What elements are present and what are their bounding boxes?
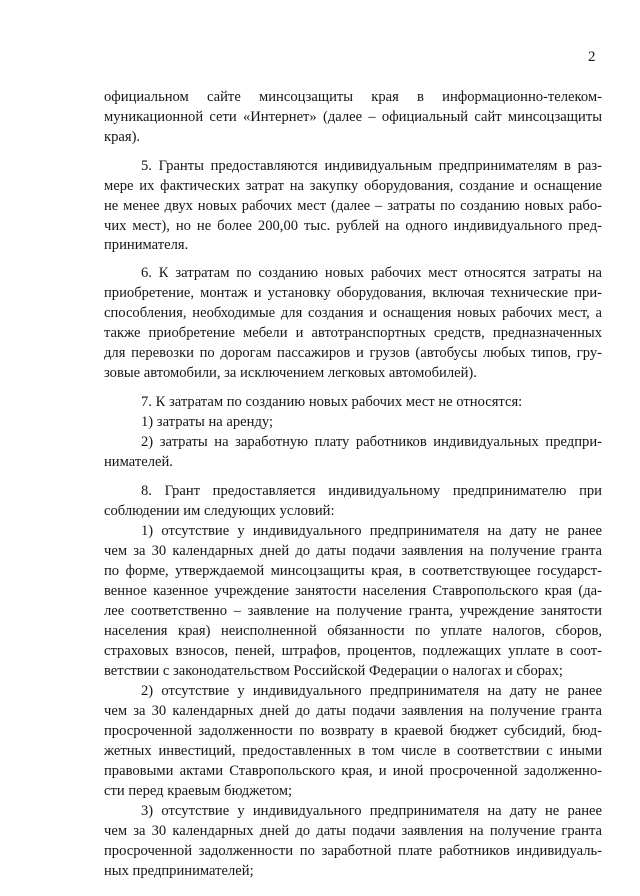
text-line: принимателя.	[104, 237, 189, 253]
text-line: зовые автомобили, за исключением легковых автомобилей).	[104, 365, 477, 381]
text-line: 1) отсутствие у индивидуального предпринимателя на дату не ранее	[141, 523, 602, 539]
text-line: края).	[104, 129, 141, 145]
text-line: правовыми актами Ставропольского края, и иной просроченной задолженно-	[104, 763, 602, 779]
text-line: 5. Гранты предоставляются индивидуальным предпринимателям в раз-	[141, 158, 602, 174]
text-line: чем за 30 календарных дней до даты подачи заявления на получение гранта	[104, 823, 602, 839]
text-line: нимателей.	[104, 454, 173, 470]
text-line: населения края) неисполненной обязанности по уплате налогов, сборов,	[104, 623, 602, 639]
text-line: 6. К затратам по созданию новых рабочих мест относятся затраты на	[141, 265, 602, 281]
text-line: ветствии с законодательством Российской Федерации о налогах и сборах;	[104, 663, 563, 679]
text-line: 7. К затратам по созданию новых рабочих мест не относятся:	[141, 394, 523, 410]
text-line: 2) отсутствие у индивидуального предпринимателя на дату не ранее	[141, 683, 602, 699]
text-line: 2) затраты на заработную плату работников индивидуальных предпри-	[141, 434, 602, 450]
text-line: венное казенное учреждение занятости населения Ставропольского края (да-	[104, 583, 602, 599]
text-line: способления, необходимые для создания и оснащения новых рабочих мест, а	[104, 305, 602, 321]
text-line: 1) затраты на аренду;	[141, 414, 274, 430]
text-line: жетных инвестиций, предоставленных в том числе в соответствии с иными	[104, 743, 602, 759]
text-line: муникационной сети «Интернет» (далее – официальный сайт минсоцзащиты	[104, 109, 602, 125]
page-number: 2	[588, 49, 596, 65]
text-line: лее соответственно – заявление на получение гранта, учреждение занятости	[104, 603, 602, 619]
text-line: сти перед краевым бюджетом;	[104, 783, 293, 799]
text-line: по форме, утверждаемой минсоцзащиты края, в соответствующее государст-	[104, 563, 602, 579]
text-line: приобретение, монтаж и установку оборудования, включая технические при-	[104, 285, 602, 301]
text-line: мере их фактических затрат на закупку оборудования, создание и оснащение	[104, 178, 602, 194]
text-line: официальном сайте минсоцзащиты края в информационно-телеком-	[104, 89, 602, 105]
text-line: чем за 30 календарных дней до даты подачи заявления на получение гранта	[104, 543, 602, 559]
text-line: соблюдении им следующих условий:	[104, 503, 335, 519]
text-line: также приобретение мебели и автотранспортных средств, предназначенных	[104, 325, 602, 341]
text-line: просроченной задолженности по заработной плате работников индивидуаль-	[104, 843, 602, 859]
text-line: 3) отсутствие у индивидуального предпринимателя на дату не ранее	[141, 803, 602, 819]
text-line: просроченной задолженности по возврату в краевой бюджет субсидий, бюд-	[104, 723, 602, 739]
text-line: для перевозки по дорогам пассажиров и грузов (автобусы любых типов, гру-	[104, 345, 602, 361]
text-line: страховых взносов, пеней, штрафов, процентов, подлежащих уплате в соот-	[104, 643, 602, 659]
text-line: не менее двух новых рабочих мест (далее – затраты по созданию новых рабо-	[104, 198, 602, 214]
text-line: чем за 30 календарных дней до даты подачи заявления на получение гранта	[104, 703, 602, 719]
text-line: 8. Грант предоставляется индивидуальному предпринимателю при	[141, 483, 602, 499]
text-line: ных предпринимателей;	[104, 863, 254, 879]
text-line: чих мест), но не более 200,00 тыс. рублей на одного индивидуального пред-	[104, 218, 602, 234]
